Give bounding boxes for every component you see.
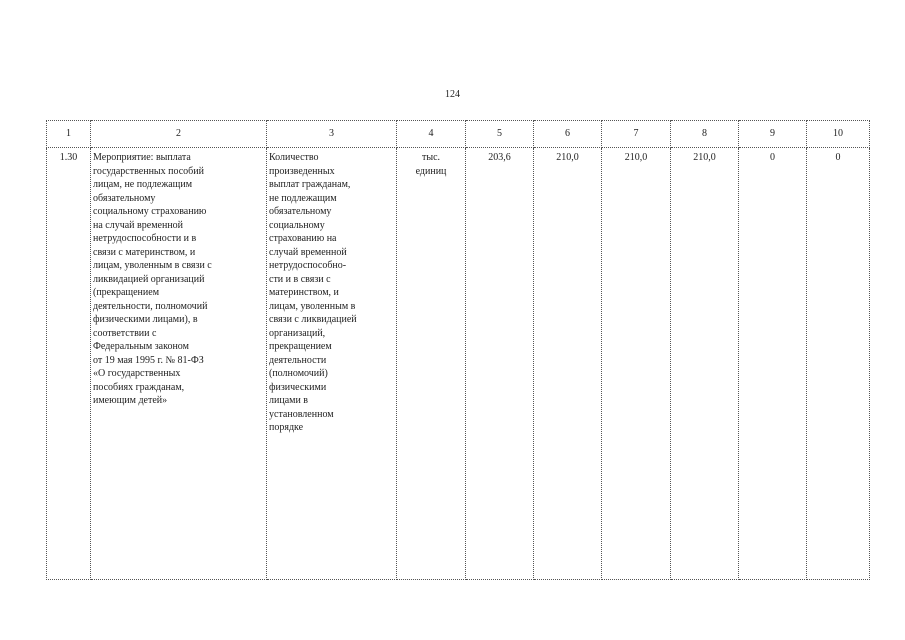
- header-cell: 2: [91, 121, 267, 148]
- value-cell-6: 210,0: [534, 148, 602, 580]
- unit-cell: тыс. единиц: [397, 148, 466, 580]
- value-cell-8: 210,0: [671, 148, 739, 580]
- page-number: 124: [445, 89, 460, 100]
- header-cell: 5: [466, 121, 534, 148]
- value-cell-10: 0: [807, 148, 870, 580]
- header-row: [47, 121, 870, 148]
- header-cell: 1: [47, 121, 91, 148]
- indicators-table: [46, 120, 870, 580]
- header-cell: 7: [602, 121, 671, 148]
- header-cell: 9: [739, 121, 807, 148]
- header-cell: 10: [807, 121, 870, 148]
- header-cell: 4: [397, 121, 466, 148]
- indicator-cell: Количество произведенных выплат гражданам, не подлежащим обязательному социальному страхованию на случай временной нетрудоспособно- сти и в связи с материнством, и лицам, уволенным в связи с ликвидацией организаций, прекращением деятельности (полномочий) физическими лицами в установленном порядке: [267, 148, 397, 580]
- value-cell-7: 210,0: [602, 148, 671, 580]
- row-number: 1.30: [47, 148, 91, 580]
- table-row: [47, 148, 870, 580]
- value-cell-5: 203,6: [466, 148, 534, 580]
- measure-cell: Мероприятие: выплата государственных пособий лицам, не подлежащим обязательному социальному страхованию на случай временной нетрудоспособности и в связи с материнством, и лицам, уволенным в связи с ликвидацией организаций (прекращением деятельности, полномочий физическими лицами), в соответствии с Федеральным законом от 19 мая 1995 г. № 81-ФЗ «О государственных пособиях гражданам, имеющим детей»: [91, 148, 267, 580]
- header-cell: 3: [267, 121, 397, 148]
- header-cell: 8: [671, 121, 739, 148]
- value-cell-9: 0: [739, 148, 807, 580]
- header-cell: 6: [534, 121, 602, 148]
